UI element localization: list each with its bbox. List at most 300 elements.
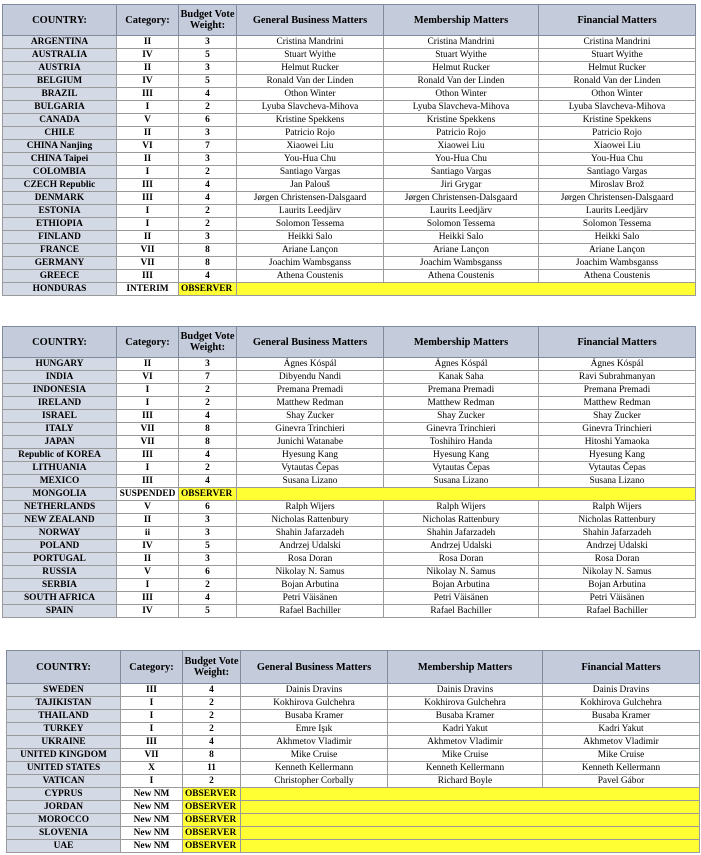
table-row bbox=[7, 684, 700, 697]
table-row bbox=[3, 501, 696, 514]
financial-cell: Mike Cruise bbox=[543, 749, 700, 762]
financial-cell: Ariane Lançon bbox=[539, 244, 696, 257]
category-cell: V bbox=[117, 114, 179, 127]
financial-cell: Laurits Leedjärv bbox=[539, 205, 696, 218]
category-cell: I bbox=[117, 101, 179, 114]
financial-cell: Helmut Rucker bbox=[539, 62, 696, 75]
category-cell: New NM bbox=[121, 801, 183, 814]
financial-cell: Rafael Bachiller bbox=[539, 605, 696, 618]
weight-cell: 4 bbox=[179, 592, 237, 605]
observer-fill bbox=[241, 827, 700, 840]
header-country: COUNTRY: bbox=[3, 5, 117, 36]
observer-fill bbox=[241, 840, 700, 853]
country-cell: TURKEY bbox=[7, 723, 121, 736]
membership-cell: Shay Zucker bbox=[384, 410, 539, 423]
category-cell: III bbox=[117, 592, 179, 605]
category-cell: I bbox=[121, 723, 183, 736]
membership-cell: Xiaowei Liu bbox=[384, 140, 539, 153]
header-row bbox=[3, 5, 696, 36]
category-cell: I bbox=[117, 579, 179, 592]
membership-cell: Laurits Leedjärv bbox=[384, 205, 539, 218]
membership-cell: Cristina Mandrini bbox=[384, 36, 539, 49]
weight-cell: 2 bbox=[179, 579, 237, 592]
category-cell: V bbox=[117, 501, 179, 514]
weight-cell: 3 bbox=[179, 127, 237, 140]
membership-cell: Mike Cruise bbox=[388, 749, 543, 762]
category-cell: IV bbox=[117, 605, 179, 618]
country-cell: GERMANY bbox=[3, 257, 117, 270]
country-cell: BULGARIA bbox=[3, 101, 117, 114]
membership-cell: Othon Winter bbox=[384, 88, 539, 101]
table-row bbox=[3, 566, 696, 579]
financial-cell: Busaba Kramer bbox=[543, 710, 700, 723]
general-cell: Matthew Redman bbox=[237, 397, 384, 410]
country-cell: SPAIN bbox=[3, 605, 117, 618]
table-row bbox=[3, 218, 696, 231]
country-cell: CHINA Taipei bbox=[3, 153, 117, 166]
financial-cell: Dainis Dravins bbox=[543, 684, 700, 697]
membership-cell: Busaba Kramer bbox=[388, 710, 543, 723]
country-cell: RUSSIA bbox=[3, 566, 117, 579]
table-row bbox=[3, 423, 696, 436]
table-row bbox=[3, 179, 696, 192]
observer-fill bbox=[241, 814, 700, 827]
country-cell: CYPRUS bbox=[7, 788, 121, 801]
category-cell: I bbox=[117, 218, 179, 231]
weight-cell: 8 bbox=[179, 257, 237, 270]
category-cell: III bbox=[121, 684, 183, 697]
table-row bbox=[3, 36, 696, 49]
financial-cell: Ralph Wijers bbox=[539, 501, 696, 514]
membership-cell: Vytautas Čepas bbox=[384, 462, 539, 475]
general-cell: Kristine Spekkens bbox=[237, 114, 384, 127]
header-general: General Business Matters bbox=[241, 651, 388, 684]
table-row bbox=[3, 579, 696, 592]
table-row bbox=[7, 775, 700, 788]
financial-cell: Kadri Yakut bbox=[543, 723, 700, 736]
membership-cell: You-Hua Chu bbox=[384, 153, 539, 166]
financial-cell: Ágnes Kóspál bbox=[539, 358, 696, 371]
header-membership: Membership Matters bbox=[388, 651, 543, 684]
weight-cell: 4 bbox=[179, 410, 237, 423]
general-cell: Cristina Mandrini bbox=[237, 36, 384, 49]
category-cell: I bbox=[117, 205, 179, 218]
table-row bbox=[3, 244, 696, 257]
membership-cell: Athena Coustenis bbox=[384, 270, 539, 283]
table-row bbox=[3, 231, 696, 244]
membership-cell: Akhmetov Vladimir bbox=[388, 736, 543, 749]
country-cell: MEXICO bbox=[3, 475, 117, 488]
table-row bbox=[3, 527, 696, 540]
country-cell: TAJIKISTAN bbox=[7, 697, 121, 710]
financial-cell: Athena Coustenis bbox=[539, 270, 696, 283]
general-cell: Shahin Jafarzadeh bbox=[237, 527, 384, 540]
general-cell: Ágnes Kóspál bbox=[237, 358, 384, 371]
table-row bbox=[3, 605, 696, 618]
country-cell: UNITED STATES bbox=[7, 762, 121, 775]
country-cell: FRANCE bbox=[3, 244, 117, 257]
country-cell: ESTONIA bbox=[3, 205, 117, 218]
membership-cell: Matthew Redman bbox=[384, 397, 539, 410]
general-cell: Shay Zucker bbox=[237, 410, 384, 423]
table-row bbox=[3, 358, 696, 371]
membership-cell: Stuart Wyithe bbox=[384, 49, 539, 62]
category-cell: VI bbox=[117, 371, 179, 384]
financial-cell: Santiago Vargas bbox=[539, 166, 696, 179]
table-row bbox=[3, 384, 696, 397]
country-cell: CHILE bbox=[3, 127, 117, 140]
category-cell: New NM bbox=[121, 827, 183, 840]
general-cell: Andrzej Udalski bbox=[237, 540, 384, 553]
table-row bbox=[3, 62, 696, 75]
weight-cell: 3 bbox=[179, 231, 237, 244]
financial-cell: Petri Väisänen bbox=[539, 592, 696, 605]
general-cell: Vytautas Čepas bbox=[237, 462, 384, 475]
general-cell: Kenneth Kellermann bbox=[241, 762, 388, 775]
financial-cell: Kokhirova Gulchehra bbox=[543, 697, 700, 710]
category-cell: INTERIM bbox=[117, 283, 179, 296]
country-cell: JORDAN bbox=[7, 801, 121, 814]
category-cell: New NM bbox=[121, 814, 183, 827]
category-cell: II bbox=[117, 153, 179, 166]
financial-cell: Miroslav Brož bbox=[539, 179, 696, 192]
membership-cell: Dainis Dravins bbox=[388, 684, 543, 697]
table-row bbox=[3, 397, 696, 410]
weight-cell: 6 bbox=[179, 566, 237, 579]
category-cell: VII bbox=[121, 749, 183, 762]
general-cell: Heikki Salo bbox=[237, 231, 384, 244]
weight-cell: 5 bbox=[179, 49, 237, 62]
category-cell: II bbox=[117, 127, 179, 140]
header-category: Category: bbox=[121, 651, 183, 684]
general-cell: Ronald Van der Linden bbox=[237, 75, 384, 88]
general-cell: Rosa Doran bbox=[237, 553, 384, 566]
table-row bbox=[7, 801, 700, 814]
general-cell: Laurits Leedjärv bbox=[237, 205, 384, 218]
financial-cell: Hyesung Kang bbox=[539, 449, 696, 462]
weight-cell: 7 bbox=[179, 371, 237, 384]
membership-cell: Solomon Tessema bbox=[384, 218, 539, 231]
category-cell: I bbox=[117, 462, 179, 475]
country-cell: CANADA bbox=[3, 114, 117, 127]
membership-cell: Nicholas Rattenbury bbox=[384, 514, 539, 527]
header-row bbox=[3, 327, 696, 358]
membership-cell: Kadri Yakut bbox=[388, 723, 543, 736]
general-cell: Athena Coustenis bbox=[237, 270, 384, 283]
category-cell: I bbox=[117, 166, 179, 179]
weight-cell: 4 bbox=[179, 475, 237, 488]
financial-cell: Patricio Rojo bbox=[539, 127, 696, 140]
weight-cell: 2 bbox=[179, 384, 237, 397]
country-cell: UKRAINE bbox=[7, 736, 121, 749]
general-cell: Nicholas Rattenbury bbox=[237, 514, 384, 527]
header-country: COUNTRY: bbox=[3, 327, 117, 358]
financial-cell: Xiaowei Liu bbox=[539, 140, 696, 153]
observer-cell: OBSERVER bbox=[183, 788, 241, 801]
country-cell: BELGIUM bbox=[3, 75, 117, 88]
table-row bbox=[7, 736, 700, 749]
country-cell: ITALY bbox=[3, 423, 117, 436]
table-row bbox=[3, 114, 696, 127]
table-body bbox=[3, 358, 696, 618]
observer-fill bbox=[241, 801, 700, 814]
weight-cell: 2 bbox=[183, 710, 241, 723]
membership-cell: Richard Boyle bbox=[388, 775, 543, 788]
general-cell: Joachim Wambsganss bbox=[237, 257, 384, 270]
header-financial: Financial Matters bbox=[539, 327, 696, 358]
header-financial: Financial Matters bbox=[543, 651, 700, 684]
table-row bbox=[3, 257, 696, 270]
membership-cell: Rafael Bachiller bbox=[384, 605, 539, 618]
table-row bbox=[3, 205, 696, 218]
general-cell: Stuart Wyithe bbox=[237, 49, 384, 62]
country-cell: NETHERLANDS bbox=[3, 501, 117, 514]
category-cell: II bbox=[117, 553, 179, 566]
membership-cell: Helmut Rucker bbox=[384, 62, 539, 75]
country-cell: ISRAEL bbox=[3, 410, 117, 423]
financial-cell: Bojan Arbutina bbox=[539, 579, 696, 592]
financial-cell: Cristina Mandrini bbox=[539, 36, 696, 49]
table-row bbox=[3, 462, 696, 475]
weight-cell: 4 bbox=[183, 684, 241, 697]
country-cell: INDIA bbox=[3, 371, 117, 384]
header-country: COUNTRY: bbox=[7, 651, 121, 684]
observer-cell: OBSERVER bbox=[183, 814, 241, 827]
category-cell: II bbox=[117, 514, 179, 527]
membership-cell: Ariane Lançon bbox=[384, 244, 539, 257]
country-cell: UNITED KINGDOM bbox=[7, 749, 121, 762]
financial-cell: Kristine Spekkens bbox=[539, 114, 696, 127]
general-cell: Nikolay N. Samus bbox=[237, 566, 384, 579]
observer-fill bbox=[237, 488, 696, 501]
table-row bbox=[3, 153, 696, 166]
table-row bbox=[7, 762, 700, 775]
table-row bbox=[7, 710, 700, 723]
country-cell: SOUTH AFRICA bbox=[3, 592, 117, 605]
category-cell: II bbox=[117, 62, 179, 75]
country-cell: BRAZIL bbox=[3, 88, 117, 101]
header-weight: Budget Vote Weight: bbox=[179, 5, 237, 36]
country-cell: INDONESIA bbox=[3, 384, 117, 397]
financial-cell: Lyuba Slavcheva-Mihova bbox=[539, 101, 696, 114]
financial-cell: Heikki Salo bbox=[539, 231, 696, 244]
category-cell: I bbox=[121, 775, 183, 788]
membership-cell: Shahin Jafarzadeh bbox=[384, 527, 539, 540]
country-cell: LITHUANIA bbox=[3, 462, 117, 475]
membership-cell: Jiri Grygar bbox=[384, 179, 539, 192]
weight-cell: 6 bbox=[179, 501, 237, 514]
weight-cell: 3 bbox=[179, 62, 237, 75]
financial-cell: Matthew Redman bbox=[539, 397, 696, 410]
table-row bbox=[3, 49, 696, 62]
delegates-table-3 bbox=[6, 650, 700, 853]
financial-cell: Shahin Jafarzadeh bbox=[539, 527, 696, 540]
table-row bbox=[3, 488, 696, 501]
country-cell: MONGOLIA bbox=[3, 488, 117, 501]
membership-cell: Lyuba Slavcheva-Mihova bbox=[384, 101, 539, 114]
observer-cell: OBSERVER bbox=[183, 801, 241, 814]
membership-cell: Toshihiro Handa bbox=[384, 436, 539, 449]
country-cell: SERBIA bbox=[3, 579, 117, 592]
header-category: Category: bbox=[117, 327, 179, 358]
financial-cell: Susana Lizano bbox=[539, 475, 696, 488]
weight-cell: 3 bbox=[179, 527, 237, 540]
membership-cell: Rosa Doran bbox=[384, 553, 539, 566]
country-cell: HUNGARY bbox=[3, 358, 117, 371]
weight-cell: 4 bbox=[179, 179, 237, 192]
membership-cell: Kanak Saha bbox=[384, 371, 539, 384]
observer-cell: OBSERVER bbox=[183, 827, 241, 840]
country-cell: HONDURAS bbox=[3, 283, 117, 296]
country-cell: POLAND bbox=[3, 540, 117, 553]
weight-cell: 8 bbox=[179, 423, 237, 436]
weight-cell: 8 bbox=[179, 436, 237, 449]
category-cell: II bbox=[117, 358, 179, 371]
general-cell: Kokhirova Gulchehra bbox=[241, 697, 388, 710]
weight-cell: 4 bbox=[179, 88, 237, 101]
membership-cell: Jørgen Christensen-Dalsgaard bbox=[384, 192, 539, 205]
country-cell: Republic of KOREA bbox=[3, 449, 117, 462]
table-row bbox=[7, 840, 700, 853]
category-cell: VII bbox=[117, 244, 179, 257]
category-cell: III bbox=[117, 475, 179, 488]
general-cell: Ariane Lançon bbox=[237, 244, 384, 257]
category-cell: III bbox=[117, 192, 179, 205]
header-row bbox=[7, 651, 700, 684]
country-cell: COLOMBIA bbox=[3, 166, 117, 179]
category-cell: III bbox=[117, 179, 179, 192]
financial-cell: Joachim Wambsganss bbox=[539, 257, 696, 270]
general-cell: Junichi Watanabe bbox=[237, 436, 384, 449]
table-row bbox=[3, 166, 696, 179]
category-cell: SUSPENDED bbox=[117, 488, 179, 501]
country-cell: VATICAN bbox=[7, 775, 121, 788]
country-cell: JAPAN bbox=[3, 436, 117, 449]
delegates-table-1 bbox=[2, 4, 696, 296]
category-cell: IV bbox=[117, 75, 179, 88]
general-cell: Patricio Rojo bbox=[237, 127, 384, 140]
table-row bbox=[3, 88, 696, 101]
financial-cell: Stuart Wyithe bbox=[539, 49, 696, 62]
table-row bbox=[3, 192, 696, 205]
membership-cell: Susana Lizano bbox=[384, 475, 539, 488]
country-cell: UAE bbox=[7, 840, 121, 853]
category-cell: III bbox=[117, 88, 179, 101]
financial-cell: Hitoshi Yamaoka bbox=[539, 436, 696, 449]
membership-cell: Ágnes Kóspál bbox=[384, 358, 539, 371]
header-general: General Business Matters bbox=[237, 5, 384, 36]
table-row bbox=[7, 814, 700, 827]
weight-cell: 2 bbox=[183, 697, 241, 710]
membership-cell: Bojan Arbutina bbox=[384, 579, 539, 592]
weight-cell: 6 bbox=[179, 114, 237, 127]
category-cell: New NM bbox=[121, 788, 183, 801]
country-cell: ARGENTINA bbox=[3, 36, 117, 49]
financial-cell: Andrzej Udalski bbox=[539, 540, 696, 553]
table-row bbox=[3, 540, 696, 553]
weight-cell: 2 bbox=[179, 166, 237, 179]
observer-cell: OBSERVER bbox=[179, 283, 237, 296]
weight-cell: 4 bbox=[179, 192, 237, 205]
general-cell: Akhmetov Vladimir bbox=[241, 736, 388, 749]
country-cell: ETHIOPIA bbox=[3, 218, 117, 231]
table-row bbox=[3, 75, 696, 88]
table-body bbox=[7, 684, 700, 853]
country-cell: DENMARK bbox=[3, 192, 117, 205]
category-cell: I bbox=[121, 697, 183, 710]
country-cell: NEW ZEALAND bbox=[3, 514, 117, 527]
membership-cell: Hyesung Kang bbox=[384, 449, 539, 462]
weight-cell: 8 bbox=[183, 749, 241, 762]
general-cell: Busaba Kramer bbox=[241, 710, 388, 723]
membership-cell: Nikolay N. Samus bbox=[384, 566, 539, 579]
country-cell: MOROCCO bbox=[7, 814, 121, 827]
country-cell: SWEDEN bbox=[7, 684, 121, 697]
weight-cell: 2 bbox=[179, 101, 237, 114]
table-row bbox=[3, 140, 696, 153]
category-cell: I bbox=[117, 384, 179, 397]
membership-cell: Petri Väisänen bbox=[384, 592, 539, 605]
financial-cell: Othon Winter bbox=[539, 88, 696, 101]
weight-cell: 4 bbox=[179, 449, 237, 462]
weight-cell: 8 bbox=[179, 244, 237, 257]
membership-cell: Andrzej Udalski bbox=[384, 540, 539, 553]
weight-cell: 11 bbox=[183, 762, 241, 775]
delegates-table-2 bbox=[2, 326, 696, 618]
country-cell: IRELAND bbox=[3, 397, 117, 410]
general-cell: Lyuba Slavcheva-Mihova bbox=[237, 101, 384, 114]
general-cell: Bojan Arbutina bbox=[237, 579, 384, 592]
financial-cell: Premana Premadi bbox=[539, 384, 696, 397]
table-row bbox=[3, 283, 696, 296]
weight-cell: 4 bbox=[183, 736, 241, 749]
table-row bbox=[7, 788, 700, 801]
membership-cell: Santiago Vargas bbox=[384, 166, 539, 179]
category-cell: I bbox=[121, 710, 183, 723]
country-cell: CHINA Nanjing bbox=[3, 140, 117, 153]
general-cell: Solomon Tessema bbox=[237, 218, 384, 231]
general-cell: Hyesung Kang bbox=[237, 449, 384, 462]
table-body bbox=[3, 36, 696, 296]
general-cell: Petri Väisänen bbox=[237, 592, 384, 605]
table-row bbox=[3, 514, 696, 527]
membership-cell: Patricio Rojo bbox=[384, 127, 539, 140]
general-cell: Dainis Dravins bbox=[241, 684, 388, 697]
weight-cell: 3 bbox=[179, 153, 237, 166]
table-row bbox=[3, 371, 696, 384]
general-cell: Jan Palouš bbox=[237, 179, 384, 192]
header-membership: Membership Matters bbox=[384, 327, 539, 358]
category-cell: I bbox=[117, 397, 179, 410]
country-cell: GREECE bbox=[3, 270, 117, 283]
general-cell: Helmut Rucker bbox=[237, 62, 384, 75]
general-cell: Xiaowei Liu bbox=[237, 140, 384, 153]
general-cell: Emre Işık bbox=[241, 723, 388, 736]
financial-cell: Akhmetov Vladimir bbox=[543, 736, 700, 749]
general-cell: Othon Winter bbox=[237, 88, 384, 101]
weight-cell: 3 bbox=[179, 36, 237, 49]
general-cell: Ginevra Trinchieri bbox=[237, 423, 384, 436]
weight-cell: 3 bbox=[179, 514, 237, 527]
weight-cell: 2 bbox=[179, 397, 237, 410]
observer-cell: OBSERVER bbox=[183, 840, 241, 853]
table-row bbox=[3, 127, 696, 140]
country-cell: PORTUGAL bbox=[3, 553, 117, 566]
table-row bbox=[3, 449, 696, 462]
weight-cell: 3 bbox=[179, 553, 237, 566]
observer-fill bbox=[241, 788, 700, 801]
table-row bbox=[3, 410, 696, 423]
